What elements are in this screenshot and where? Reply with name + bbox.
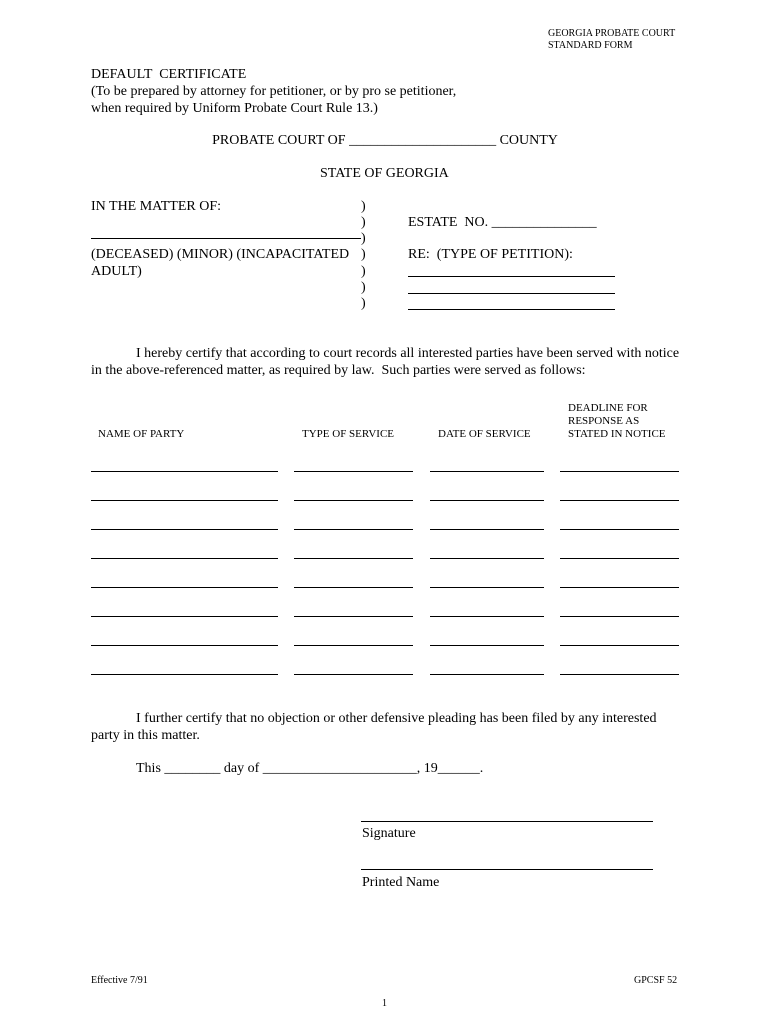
column-header-deadline: RESPONSE AS	[568, 415, 640, 427]
estate-number-field: ESTATE NO. _______________	[408, 215, 597, 230]
probate-court-county-line: PROBATE COURT OF _____________________ COUNTY	[212, 133, 558, 148]
type-of-petition-label: RE: (TYPE OF PETITION):	[408, 247, 573, 262]
type-of-service-line[interactable]	[294, 500, 413, 501]
signature-line[interactable]	[361, 821, 653, 822]
printed-name-label: Printed Name	[362, 875, 440, 890]
certify-paragraph-line2: in the above-referenced matter, as required by law. Such parties were served as follows:	[91, 363, 586, 378]
deceased-minor-label-line2: ADULT)	[91, 264, 142, 279]
party-name-line[interactable]	[91, 529, 278, 530]
party-name-line[interactable]	[91, 674, 278, 675]
caption-paren: )	[361, 231, 366, 246]
date-of-service-line[interactable]	[430, 500, 544, 501]
party-name-line[interactable]	[91, 587, 278, 588]
type-of-service-line[interactable]	[294, 616, 413, 617]
date-of-service-line[interactable]	[430, 616, 544, 617]
form-number: GPCSF 52	[634, 975, 678, 986]
petition-type-line[interactable]	[408, 309, 615, 310]
date-of-service-line[interactable]	[430, 471, 544, 472]
caption-paren: )	[361, 215, 366, 230]
certify-paragraph-line1: I hereby certify that according to court records all interested parties have been served with notice	[136, 346, 680, 361]
petition-type-line[interactable]	[408, 276, 615, 277]
deadline-line[interactable]	[560, 645, 679, 646]
type-of-service-line[interactable]	[294, 558, 413, 559]
form-title: DEFAULT CERTIFICATE	[91, 67, 247, 82]
matter-name-line[interactable]	[91, 238, 361, 239]
column-header-name-of-party: NAME OF PARTY	[98, 428, 185, 440]
column-header-date-of-service: DATE OF SERVICE	[438, 428, 531, 440]
party-name-line[interactable]	[91, 616, 278, 617]
caption-paren: )	[361, 280, 366, 295]
type-of-service-line[interactable]	[294, 674, 413, 675]
deadline-line[interactable]	[560, 500, 679, 501]
court-name-header: GEORGIA PROBATE COURT	[548, 28, 676, 39]
page-number: 1	[382, 998, 387, 1009]
party-name-line[interactable]	[91, 500, 278, 501]
date-line[interactable]: This ________ day of ______________________, 19______.	[136, 761, 484, 776]
petition-type-line[interactable]	[408, 293, 615, 294]
deadline-line[interactable]	[560, 616, 679, 617]
date-of-service-line[interactable]	[430, 674, 544, 675]
date-of-service-line[interactable]	[430, 645, 544, 646]
date-of-service-line[interactable]	[430, 529, 544, 530]
further-certify-line2: party in this matter.	[91, 728, 200, 743]
date-of-service-line[interactable]	[430, 587, 544, 588]
form-instructions-line2: when required by Uniform Probate Court Rule 13.)	[91, 101, 378, 116]
effective-date: Effective 7/91	[91, 975, 148, 986]
in-the-matter-of-label: IN THE MATTER OF:	[91, 199, 222, 214]
caption-paren: )	[361, 264, 366, 279]
deadline-line[interactable]	[560, 587, 679, 588]
signature-label: Signature	[362, 826, 416, 841]
party-name-line[interactable]	[91, 471, 278, 472]
type-of-service-line[interactable]	[294, 587, 413, 588]
deceased-minor-label-line1: (DECEASED) (MINOR) (INCAPACITATED	[91, 247, 350, 262]
deadline-line[interactable]	[560, 558, 679, 559]
printed-name-line[interactable]	[361, 869, 653, 870]
further-certify-line1: I further certify that no objection or other defensive pleading has been filed by any interested	[136, 711, 657, 726]
party-name-line[interactable]	[91, 645, 278, 646]
caption-paren: )	[361, 199, 366, 214]
deadline-line[interactable]	[560, 674, 679, 675]
column-header-type-of-service: TYPE OF SERVICE	[302, 428, 395, 440]
column-header-deadline: DEADLINE FOR	[568, 402, 648, 414]
state-of-georgia: STATE OF GEORGIA	[320, 166, 449, 181]
type-of-service-line[interactable]	[294, 529, 413, 530]
form-instructions-line1: (To be prepared by attorney for petitioner, or by pro se petitioner,	[91, 84, 457, 99]
standard-form-header: STANDARD FORM	[548, 40, 633, 51]
party-name-line[interactable]	[91, 558, 278, 559]
deadline-line[interactable]	[560, 529, 679, 530]
deadline-line[interactable]	[560, 471, 679, 472]
column-header-deadline: STATED IN NOTICE	[568, 428, 666, 440]
type-of-service-line[interactable]	[294, 471, 413, 472]
caption-paren: )	[361, 296, 366, 311]
date-of-service-line[interactable]	[430, 558, 544, 559]
caption-paren: )	[361, 247, 366, 262]
type-of-service-line[interactable]	[294, 645, 413, 646]
